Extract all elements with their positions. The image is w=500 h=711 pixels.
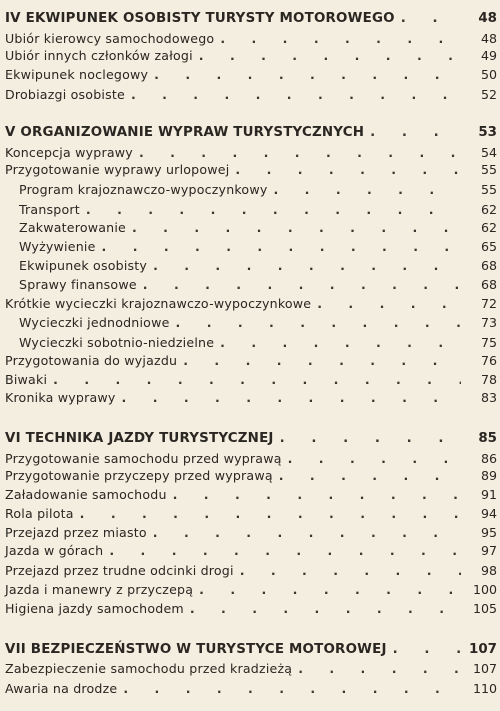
toc-page-number: 55 (480, 162, 497, 177)
toc-page-number: 48 (478, 11, 497, 26)
leader-dots (143, 276, 461, 294)
toc-entry-title: Zabezpieczenie samochodu przed kradzieżą (5, 661, 293, 676)
toc-page-number: 89 (480, 468, 497, 483)
toc-entry-title: Kronika wyprawy (5, 390, 116, 405)
leader-dots (279, 467, 461, 485)
toc-entry-title: Krótkie wycieczki krajoznawczo-wypoczynkowe (5, 296, 312, 311)
leader-dots (190, 600, 461, 618)
toc-page-number: 50 (480, 67, 497, 82)
leader-dots (123, 680, 461, 698)
leader-dots (220, 30, 461, 48)
toc-entry-title: Jazda i manewry z przyczepą (5, 582, 194, 597)
leader-dots (139, 144, 461, 162)
leader-dots (273, 181, 461, 199)
toc-page-number: 86 (480, 451, 497, 466)
toc-entry (5, 660, 497, 678)
leader-dots (173, 486, 461, 504)
toc-page-number: 54 (480, 145, 497, 160)
leader-dots (199, 47, 461, 65)
toc-entry (5, 581, 497, 599)
leader-dots (370, 124, 461, 142)
toc-chapter-heading (5, 10, 497, 28)
toc-subentry (5, 276, 497, 294)
toc-entry-title: Przygotowanie samochodu przed wyprawą (5, 451, 282, 466)
toc-entry-title: Transport (19, 202, 80, 217)
toc-entry-title: Wycieczki sobotnio-niedzielne (19, 335, 215, 350)
toc-entry-title: Przygotowanie wyprawy urlopowej (5, 162, 230, 177)
toc-entry-title: Wyżywienie (19, 239, 96, 254)
toc-entry (5, 352, 497, 370)
toc-entry-title: Awaria na drodze (5, 681, 118, 696)
toc-entry-title: Koncepcja wyprawy (5, 145, 133, 160)
toc-entry-title: Program krajoznawczo-wypoczynkowy (19, 182, 268, 197)
toc-page-number: 49 (480, 48, 497, 63)
leader-dots (153, 257, 461, 275)
toc-entry (5, 371, 497, 389)
toc-chapter-heading (5, 641, 497, 659)
toc-entry (5, 524, 497, 542)
toc-entry (5, 86, 497, 104)
toc-page-number: 68 (480, 277, 497, 292)
toc-entry-title: Jazda w górach (5, 543, 104, 558)
toc-chapter-heading (5, 124, 497, 142)
toc-entry (5, 600, 497, 618)
toc-entry-title: Ekwipunek noclegowy (5, 67, 149, 82)
toc-entry (5, 295, 497, 313)
toc-page-number: 68 (480, 258, 497, 273)
leader-dots (176, 314, 461, 332)
toc-page-number: 83 (480, 390, 497, 405)
toc-entry-title: Sprawy finansowe (19, 277, 137, 292)
leader-dots (183, 352, 461, 370)
leader-dots (401, 10, 461, 28)
toc-page-number: 91 (480, 487, 497, 502)
toc-page-number: 62 (480, 202, 497, 217)
toc-entry (5, 389, 497, 407)
toc-entry (5, 505, 497, 523)
leader-dots (288, 450, 461, 468)
toc-page-number: 72 (480, 296, 497, 311)
toc-subentry (5, 181, 497, 199)
leader-dots (220, 334, 461, 352)
leader-dots (86, 201, 461, 219)
toc-chapter-heading (5, 430, 497, 448)
toc-page-number: 97 (480, 543, 497, 558)
toc-page-number: 110 (472, 681, 497, 696)
toc-entry (5, 562, 497, 580)
toc-entry-title: VI TECHNIKA JAZDY TURYSTYCZNEJ (5, 431, 274, 446)
toc-subentry (5, 314, 497, 332)
toc-subentry (5, 238, 497, 256)
toc-entry-title: Ubiór innych członków załogi (5, 48, 193, 63)
toc-page-number: 75 (480, 335, 497, 350)
toc-entry (5, 66, 497, 84)
toc-page-number: 48 (480, 31, 497, 46)
toc-page-number: 98 (480, 563, 497, 578)
toc-subentry (5, 257, 497, 275)
toc-entry-title: Załadowanie samochodu (5, 487, 167, 502)
toc-entry-title: Wycieczki jednodniowe (19, 315, 170, 330)
toc-page-number: 62 (480, 220, 497, 235)
toc-entry (5, 450, 497, 468)
toc-entry-title: V ORGANIZOWANIE WYPRAW TURYSTYCZNYCH (5, 125, 365, 140)
toc-entry-title: IV EKWIPUNEK OSOBISTY TURYSTY MOTOROWEGO (5, 11, 395, 26)
toc-entry (5, 467, 497, 485)
leader-dots (240, 562, 461, 580)
toc-entry-title: Ekwipunek osobisty (19, 258, 148, 273)
toc-page-number: 107 (469, 642, 497, 657)
toc-entry-title: Ubiór kierowcy samochodowego (5, 31, 215, 46)
toc-page-number: 95 (480, 525, 497, 540)
leader-dots (280, 430, 461, 448)
toc-subentry (5, 201, 497, 219)
leader-dots (317, 295, 461, 313)
toc-entry-title: Rola pilota (5, 506, 74, 521)
toc-entry-title: Przygotowania do wyjazdu (5, 353, 178, 368)
toc-entry-title: VII BEZPIECZEŃSTWO W TURYSTYCE MOTOROWEJ (5, 642, 387, 657)
toc-entry (5, 486, 497, 504)
toc-page-number: 100 (472, 582, 497, 597)
leader-dots (154, 66, 461, 84)
toc-entry (5, 47, 497, 65)
leader-dots (235, 161, 461, 179)
leader-dots (122, 389, 461, 407)
toc-page-number: 53 (478, 125, 497, 140)
leader-dots (131, 86, 461, 104)
leader-dots (53, 371, 461, 389)
toc-page-number: 76 (480, 353, 497, 368)
toc-page-number: 107 (472, 661, 497, 676)
leader-dots (153, 524, 461, 542)
toc-entry-title: Przejazd przez trudne odcinki drogi (5, 563, 234, 578)
toc-entry (5, 30, 497, 48)
toc-entry-title: Przygotowanie przyczepy przed wyprawą (5, 468, 273, 483)
toc-entry-title: Przejazd przez miasto (5, 525, 147, 540)
toc-page-number: 85 (478, 431, 497, 446)
toc-page-number: 73 (480, 315, 497, 330)
leader-dots (102, 238, 461, 256)
leader-dots (109, 542, 461, 560)
toc-entry-title: Zakwaterowanie (19, 220, 126, 235)
leader-dots (298, 660, 461, 678)
toc-entry (5, 680, 497, 698)
leader-dots (80, 505, 461, 523)
leader-dots (132, 219, 461, 237)
toc-page-number: 55 (480, 182, 497, 197)
toc-entry (5, 161, 497, 179)
toc-page-number: 78 (480, 372, 497, 387)
toc-entry-title: Drobiazgi osobiste (5, 87, 125, 102)
toc-page-number: 105 (472, 601, 497, 616)
toc-subentry (5, 334, 497, 352)
toc-page-number: 94 (480, 506, 497, 521)
toc-subentry (5, 219, 497, 237)
toc-entry-title: Higiena jazdy samochodem (5, 601, 184, 616)
toc-entry (5, 542, 497, 560)
leader-dots (199, 581, 461, 599)
toc-page-number: 52 (480, 87, 497, 102)
toc-entry (5, 144, 497, 162)
leader-dots (393, 641, 461, 659)
toc-page-number: 65 (480, 239, 497, 254)
toc-entry-title: Biwaki (5, 372, 48, 387)
